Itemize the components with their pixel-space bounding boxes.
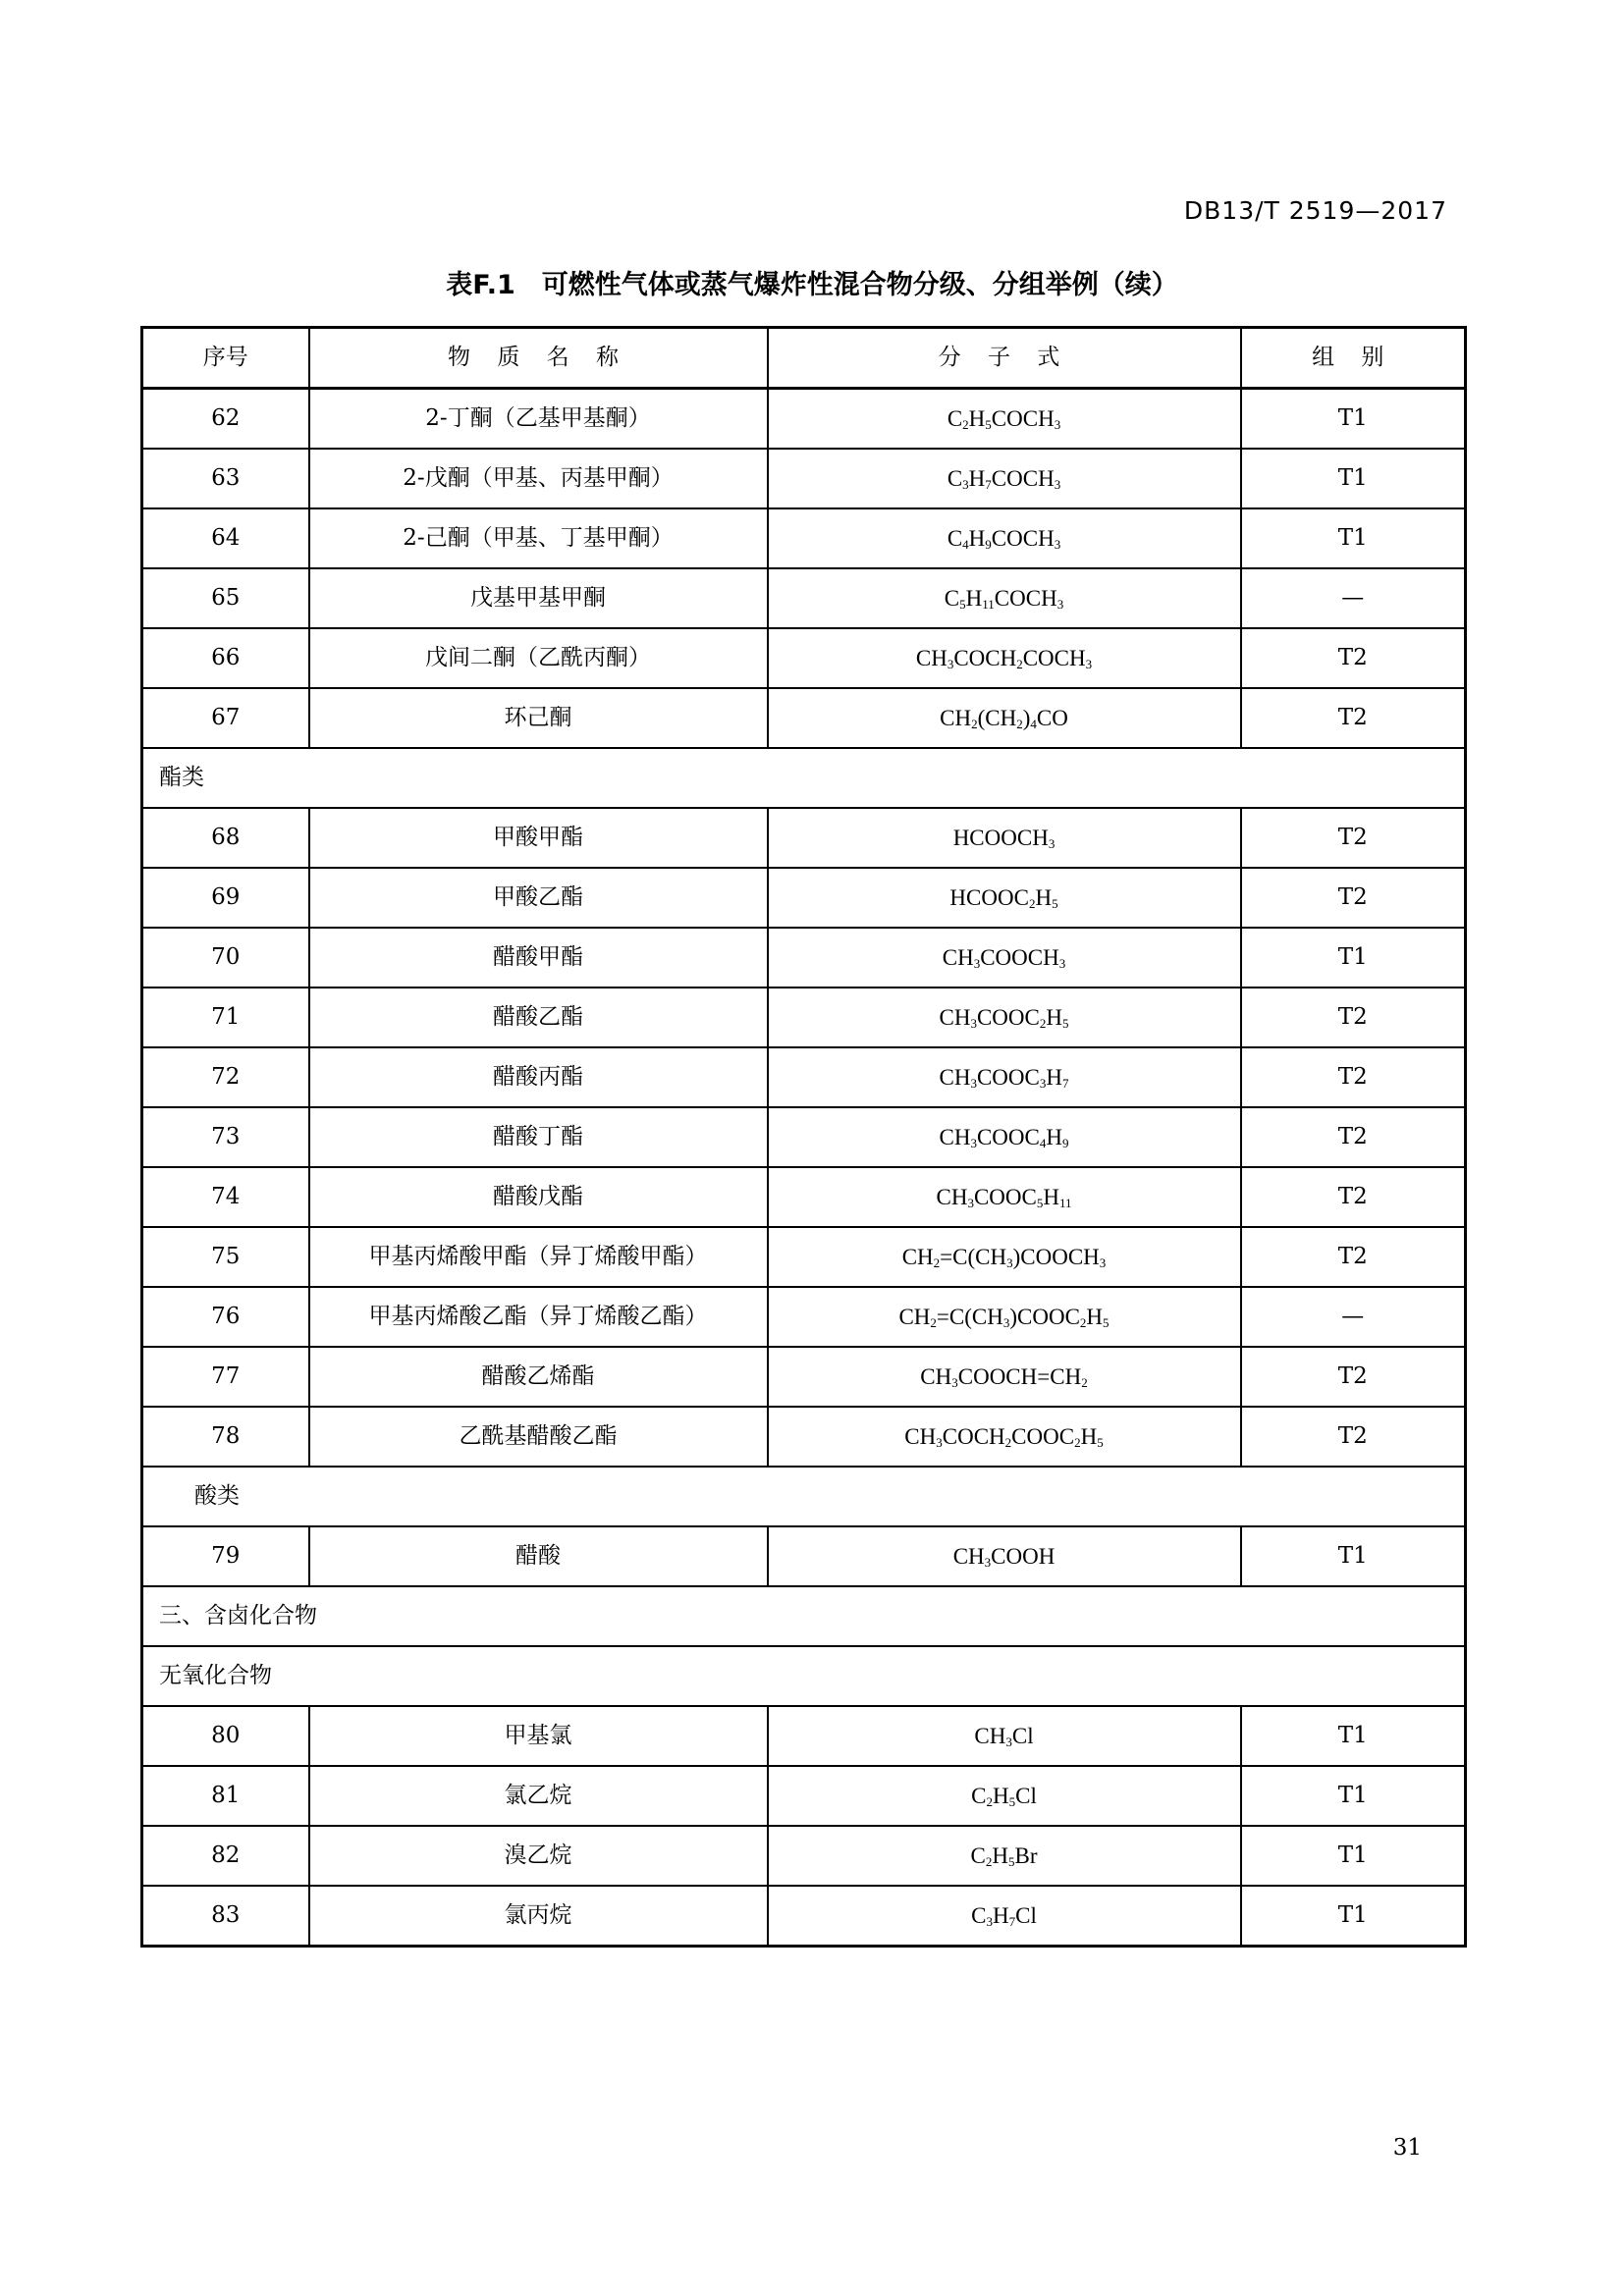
- formula-text: H: [1043, 1184, 1059, 1209]
- formula-subscript: 3: [936, 1434, 943, 1450]
- temperature-group: T2: [1241, 988, 1466, 1047]
- temperature-group: —: [1241, 568, 1466, 628]
- temperature-group: T2: [1241, 1347, 1466, 1407]
- formula-subscript: 2: [1074, 1434, 1081, 1450]
- formula-subscript: 7: [1061, 1075, 1069, 1091]
- substance-name: 醋酸甲酯: [309, 928, 768, 988]
- molecular-formula: [768, 1347, 1241, 1407]
- row-number: 69: [142, 868, 309, 928]
- temperature-group: T1: [1241, 449, 1466, 508]
- formula-text: CH: [940, 705, 972, 730]
- formula-subscript: 11: [1058, 1195, 1072, 1210]
- formula-text: H: [992, 1783, 1009, 1808]
- temperature-group: T1: [1241, 1706, 1466, 1766]
- temperature-group: T1: [1241, 1766, 1466, 1826]
- formula-text: (CH: [977, 705, 1017, 730]
- substance-name: 戊间二酮（乙酰丙酮）: [309, 628, 768, 688]
- formula-text: COOC: [976, 1064, 1040, 1090]
- substance-name: 醋酸乙烯酯: [309, 1347, 768, 1407]
- category-label: 酸类: [142, 1467, 1466, 1526]
- formula-text: H: [1046, 1124, 1062, 1149]
- formula-text: COCH: [1022, 645, 1086, 670]
- formula-text: )COOC: [1009, 1304, 1080, 1329]
- formula-subscript: 5: [985, 416, 992, 432]
- formula-text: Cl: [1015, 1783, 1037, 1808]
- row-number: 74: [142, 1167, 309, 1227]
- formula-subscript: 3: [970, 1015, 977, 1031]
- substance-name: 醋酸戊酯: [309, 1167, 768, 1227]
- document-code: DB13/T 2519—2017: [1183, 196, 1447, 225]
- formula-subscript: 7: [985, 476, 992, 492]
- formula-subscript: 5: [1007, 1853, 1015, 1869]
- column-header-number: 序号: [142, 328, 309, 389]
- formula-text: COCH: [953, 645, 1017, 670]
- molecular-formula: [768, 449, 1241, 508]
- row-number: 77: [142, 1347, 309, 1407]
- formula-subscript: 7: [1008, 1913, 1016, 1929]
- formula-text: H: [992, 1902, 1009, 1928]
- formula-text: COCH: [991, 525, 1055, 551]
- formula-text: CH: [898, 1304, 931, 1329]
- substance-name: 甲酸乙酯: [309, 868, 768, 928]
- molecular-formula: [768, 1826, 1241, 1886]
- table-row: [142, 1886, 1466, 1947]
- table-title: 表F.1 可燃性气体或蒸气爆炸性混合物分级、分组举例（续）: [446, 270, 1178, 300]
- row-number: 66: [142, 628, 309, 688]
- formula-text: =C(CH: [936, 1304, 1003, 1329]
- formula-subscript: 5: [1036, 1195, 1044, 1210]
- row-number: 75: [142, 1227, 309, 1287]
- formula-text: C: [944, 585, 960, 611]
- molecular-formula: [768, 1107, 1241, 1167]
- molecular-formula: [768, 688, 1241, 748]
- formula-subscript: 11: [982, 596, 995, 612]
- temperature-group: T2: [1241, 1407, 1466, 1467]
- formula-text: C: [947, 465, 963, 491]
- substance-name: 甲基丙烯酸甲酯（异丁烯酸甲酯）: [309, 1227, 768, 1287]
- formula-text: COOC: [973, 1184, 1037, 1209]
- molecular-formula: [768, 1526, 1241, 1586]
- formula-subscript: 3: [1099, 1255, 1107, 1270]
- formula-text: COOH: [991, 1543, 1056, 1569]
- substance-name: 溴乙烷: [309, 1826, 768, 1886]
- formula-subscript: 3: [970, 1075, 977, 1091]
- row-number: 62: [142, 389, 309, 450]
- formula-text: CH: [920, 1363, 952, 1389]
- table-row: [142, 868, 1466, 928]
- table-row: [142, 808, 1466, 868]
- table-row: [142, 628, 1466, 688]
- formula-text: CH: [939, 1064, 971, 1090]
- category-label: 酯类: [142, 748, 1466, 808]
- formula-subscript: 3: [962, 476, 969, 492]
- table-row: [142, 508, 1466, 568]
- molecular-formula: [768, 1706, 1241, 1766]
- row-number: 73: [142, 1107, 309, 1167]
- temperature-group: T2: [1241, 1167, 1466, 1227]
- formula-text: C: [971, 1783, 987, 1808]
- formula-text: H: [1086, 1304, 1104, 1329]
- table-header-row: [142, 328, 1466, 389]
- substance-name: 氯丙烷: [309, 1886, 768, 1947]
- formula-subscript: 5: [1061, 1015, 1069, 1031]
- category-row: [142, 1467, 1466, 1526]
- formula-text: CH: [942, 944, 974, 970]
- formula-text: CH: [936, 1184, 968, 1209]
- page-number: 31: [1392, 2135, 1422, 2161]
- table-row: [142, 568, 1466, 628]
- molecular-formula: [768, 988, 1241, 1047]
- formula-text: COOC: [976, 1124, 1040, 1149]
- table-row: [142, 1826, 1466, 1886]
- temperature-group: T2: [1241, 1107, 1466, 1167]
- formula-subscript: 4: [962, 536, 969, 552]
- table-row: [142, 1227, 1466, 1287]
- formula-text: HCOOCH: [952, 825, 1049, 850]
- table-row: [142, 1706, 1466, 1766]
- row-number: 82: [142, 1826, 309, 1886]
- formula-text: CH: [974, 1723, 1006, 1748]
- formula-text: Br: [1014, 1842, 1038, 1868]
- row-number: 71: [142, 988, 309, 1047]
- formula-text: COCH: [991, 465, 1055, 491]
- formula-subscript: 3: [1085, 656, 1093, 671]
- molecular-formula: [768, 868, 1241, 928]
- molecular-formula: [768, 628, 1241, 688]
- substance-name: 甲基氯: [309, 1706, 768, 1766]
- formula-text: CH: [952, 1543, 985, 1569]
- formula-subscript: 2: [1016, 656, 1023, 671]
- formula-subscript: 3: [967, 1195, 974, 1210]
- molecular-formula: [768, 508, 1241, 568]
- formula-text: CH: [904, 1423, 937, 1449]
- molecular-formula: [768, 1886, 1241, 1947]
- formula-subscript: 3: [1005, 1734, 1012, 1749]
- classification-table: [140, 326, 1467, 1948]
- substance-name: 乙酰基醋酸乙酯: [309, 1407, 768, 1467]
- temperature-group: —: [1241, 1287, 1466, 1347]
- substance-name: 2-戊酮（甲基、丙基甲酮）: [309, 449, 768, 508]
- formula-text: COOC: [976, 1004, 1040, 1030]
- table-row: [142, 389, 1466, 450]
- table-row: [142, 1347, 1466, 1407]
- formula-subscript: 3: [1058, 955, 1066, 971]
- category-row: [142, 1646, 1466, 1706]
- row-number: 78: [142, 1407, 309, 1467]
- formula-subscript: 3: [1056, 596, 1064, 612]
- row-number: 65: [142, 568, 309, 628]
- substance-name: 醋酸: [309, 1526, 768, 1586]
- temperature-group: T2: [1241, 868, 1466, 928]
- formula-text: H: [992, 1842, 1008, 1868]
- column-header-group: 组 别: [1241, 328, 1466, 389]
- formula-text: CO: [1036, 705, 1068, 730]
- formula-subscript: 3: [1054, 416, 1061, 432]
- molecular-formula: [768, 1047, 1241, 1107]
- row-number: 76: [142, 1287, 309, 1347]
- formula-text: H: [1080, 1423, 1098, 1449]
- formula-text: C: [971, 1902, 987, 1928]
- formula-subscript: 4: [1030, 716, 1037, 731]
- row-number: 64: [142, 508, 309, 568]
- formula-subscript: 9: [985, 536, 992, 552]
- table-row: [142, 1766, 1466, 1826]
- table-row: [142, 1526, 1466, 1586]
- molecular-formula: [768, 1167, 1241, 1227]
- substance-name: 2-己酮（甲基、丁基甲酮）: [309, 508, 768, 568]
- molecular-formula: [768, 808, 1241, 868]
- row-number: 68: [142, 808, 309, 868]
- formula-subscript: 2: [985, 1853, 993, 1869]
- formula-text: )COOCH: [1012, 1244, 1100, 1269]
- row-number: 80: [142, 1706, 309, 1766]
- formula-subscript: 2: [1016, 716, 1023, 731]
- formula-text: H: [968, 525, 986, 551]
- formula-text: H: [965, 585, 983, 611]
- table-row: [142, 1407, 1466, 1467]
- formula-text: =C(CH: [940, 1244, 1007, 1269]
- formula-text: CH: [939, 1004, 971, 1030]
- table-row: [142, 449, 1466, 508]
- substance-name: 醋酸丁酯: [309, 1107, 768, 1167]
- molecular-formula: [768, 1287, 1241, 1347]
- formula-subscript: 9: [1061, 1135, 1069, 1150]
- molecular-formula: [768, 1227, 1241, 1287]
- table-row: [142, 1047, 1466, 1107]
- temperature-group: T1: [1241, 928, 1466, 988]
- formula-subscript: 4: [1039, 1135, 1047, 1150]
- temperature-group: T1: [1241, 1826, 1466, 1886]
- formula-text: C: [947, 405, 963, 431]
- formula-subscript: 2: [1081, 1374, 1088, 1390]
- substance-name: 甲酸甲酯: [309, 808, 768, 868]
- temperature-group: T1: [1241, 1886, 1466, 1947]
- formula-subscript: 3: [947, 656, 954, 671]
- formula-text: H: [968, 465, 986, 491]
- substance-name: 戊基甲基甲酮: [309, 568, 768, 628]
- formula-subscript: 2: [933, 1255, 941, 1270]
- formula-subscript: 3: [1039, 1075, 1047, 1091]
- molecular-formula: [768, 1407, 1241, 1467]
- molecular-formula: [768, 568, 1241, 628]
- molecular-formula: [768, 389, 1241, 450]
- formula-subscript: 5: [1103, 1314, 1110, 1330]
- table-row: [142, 1287, 1466, 1347]
- formula-text: CH: [915, 645, 947, 670]
- row-number: 70: [142, 928, 309, 988]
- category-row: [142, 1586, 1466, 1646]
- formula-subscript: 3: [970, 1135, 977, 1150]
- temperature-group: T1: [1241, 1526, 1466, 1586]
- formula-subscript: 5: [1008, 1793, 1016, 1809]
- formula-subscript: 3: [951, 1374, 958, 1390]
- formula-subscript: 2: [971, 716, 978, 731]
- formula-subscript: 3: [1054, 476, 1061, 492]
- formula-text: CH: [939, 1124, 971, 1149]
- formula-text: Cl: [1011, 1723, 1034, 1748]
- formula-subscript: 5: [1097, 1434, 1104, 1450]
- formula-text: H: [1046, 1064, 1062, 1090]
- formula-text: HCOOC: [949, 884, 1029, 910]
- temperature-group: T2: [1241, 628, 1466, 688]
- table-row: [142, 1107, 1466, 1167]
- category-label: 无氧化合物: [142, 1646, 1466, 1706]
- table-body: [142, 389, 1466, 1947]
- column-header-formula: 分 子 式: [768, 328, 1241, 389]
- temperature-group: T1: [1241, 389, 1466, 450]
- formula-subscript: 3: [984, 1554, 992, 1570]
- table-row: [142, 1167, 1466, 1227]
- formula-text: ): [1022, 705, 1031, 730]
- formula-text: COCH: [994, 585, 1057, 611]
- column-header-substance-name: 物 质 名 称: [309, 328, 768, 389]
- formula-subscript: 2: [1004, 1434, 1012, 1450]
- molecular-formula: [768, 928, 1241, 988]
- substance-name: 醋酸乙酯: [309, 988, 768, 1047]
- row-number: 81: [142, 1766, 309, 1826]
- temperature-group: T1: [1241, 508, 1466, 568]
- formula-subscript: 3: [1048, 835, 1056, 851]
- table-row: [142, 928, 1466, 988]
- temperature-group: T2: [1241, 1047, 1466, 1107]
- row-number: 83: [142, 1886, 309, 1947]
- formula-text: H: [968, 405, 986, 431]
- substance-name: 2-丁酮（乙基甲基酮）: [309, 389, 768, 450]
- formula-subscript: 3: [1002, 1314, 1010, 1330]
- substance-name: 氯乙烷: [309, 1766, 768, 1826]
- formula-text: C: [970, 1842, 986, 1868]
- formula-text: COOCH=CH: [957, 1363, 1082, 1389]
- formula-subscript: 2: [962, 416, 969, 432]
- row-number: 79: [142, 1526, 309, 1586]
- table-row: [142, 988, 1466, 1047]
- category-label: 三、含卤化合物: [142, 1586, 1466, 1646]
- substance-name: 环己酮: [309, 688, 768, 748]
- row-number: 63: [142, 449, 309, 508]
- table-row: [142, 688, 1466, 748]
- formula-text: COOC: [1011, 1423, 1075, 1449]
- formula-subscript: 5: [1052, 895, 1058, 911]
- formula-subscript: 3: [973, 955, 981, 971]
- temperature-group: T2: [1241, 688, 1466, 748]
- formula-text: CH: [901, 1244, 934, 1269]
- formula-text: COCH: [942, 1423, 1005, 1449]
- formula-text: COCH: [991, 405, 1055, 431]
- temperature-group: T2: [1241, 808, 1466, 868]
- formula-subscript: 5: [959, 596, 966, 612]
- substance-name: 醋酸丙酯: [309, 1047, 768, 1107]
- molecular-formula: [768, 1766, 1241, 1826]
- formula-subscript: 3: [986, 1913, 993, 1929]
- formula-subscript: 2: [930, 1314, 937, 1330]
- row-number: 72: [142, 1047, 309, 1107]
- formula-text: H: [1046, 1004, 1062, 1030]
- temperature-group: T2: [1241, 1227, 1466, 1287]
- formula-text: COOCH: [980, 944, 1059, 970]
- formula-subscript: 3: [1054, 536, 1061, 552]
- formula-subscript: 3: [1006, 1255, 1013, 1270]
- row-number: 67: [142, 688, 309, 748]
- formula-subscript: 2: [1079, 1314, 1087, 1330]
- formula-text: H: [1035, 884, 1053, 910]
- formula-text: Cl: [1015, 1902, 1037, 1928]
- formula-subscript: 2: [986, 1793, 993, 1809]
- substance-name: 甲基丙烯酸乙酯（异丁烯酸乙酯）: [309, 1287, 768, 1347]
- formula-text: C: [947, 525, 963, 551]
- category-row: [142, 748, 1466, 808]
- formula-subscript: 2: [1039, 1015, 1047, 1031]
- formula-subscript: 2: [1028, 895, 1036, 911]
